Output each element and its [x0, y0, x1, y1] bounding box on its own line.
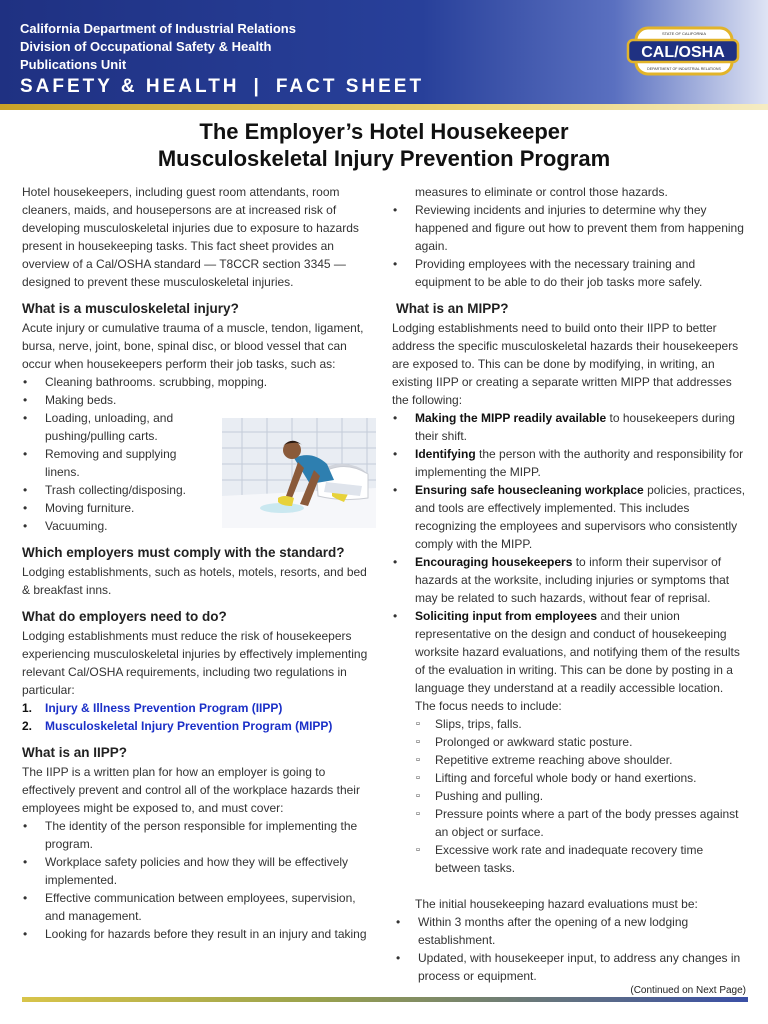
eval-intro: The initial housekeeping hazard evaluations must be: — [415, 897, 698, 911]
mipp-link[interactable]: Musculoskeletal Injury Prevention Program (MIPP) — [45, 719, 333, 733]
list-item — [392, 445, 748, 481]
org-line-3: Publications Unit — [20, 57, 127, 72]
mipp-item-text: to inform their supervisor of hazards at the worksite, including injuries or symptoms that may be related to such hazards, without fear of reprisal. — [415, 555, 730, 605]
iipp-list-continued — [392, 201, 748, 291]
left-column — [22, 183, 376, 943]
regulation-number: 1. — [22, 701, 33, 715]
focus-intro: The focus needs to include: — [415, 699, 562, 713]
employers-do-text: Lodging establishments must reduce the risk of housekeepers experiencing musculoskeletal injuries by effectively implementing relevant Cal/OSHA requirements, including two regulations in particular: — [22, 629, 368, 697]
list-item: • Removing and supplying linens. — [22, 445, 177, 481]
list-item: • Trash collecting/disposing. — [22, 481, 376, 499]
title-line-2: Musculoskeletal Injury Prevention Program — [157, 146, 611, 171]
list-item: ▫ Excessive work rate and inadequate recovery time between tasks. — [414, 841, 748, 877]
mipp-item-bold: Soliciting input from employees — [415, 609, 598, 623]
mipp-list — [392, 409, 748, 697]
intro-paragraph: Hotel housekeepers, including guest room attendants, room cleaners, maids, and housepersons are at increased risk of developing musculoskeletal injuries due to exposure to hazards present in housekeeping tasks. This fact sheet provides an overview of a Cal/OSHA standard — T8CCR section 3345 — designed to prevent these musculoskeletal injuries. — [22, 185, 359, 289]
list-item: • Effective communication between employees, supervision, and management. — [22, 889, 376, 925]
regulation-item[interactable] — [22, 699, 376, 717]
list-item — [392, 409, 748, 445]
cal-osha-logo — [622, 24, 744, 82]
footer-bar — [22, 997, 748, 1002]
mipp-item-bold: Encouraging housekeepers — [415, 555, 573, 569]
heading-what-is-mipp: What is an MIPP? — [396, 301, 509, 316]
page-title — [0, 118, 768, 172]
mipp-item-bold: Identifying — [415, 447, 476, 461]
msi-definition: Acute injury or cumulative trauma of a muscle, tendon, ligament, bursa, nerve, joint, bone, spinal disc, or blood vessel that can occur when housekeepers perform their job tasks, such as: — [22, 321, 364, 371]
mipp-text: Lodging establishments need to build onto their IIPP to better address the specific musculoskeletal hazards their housekeepers are exposed to. This can be done by modifying, in writing, an existing IIPP or creating a separate written MIPP that addresses the following: — [392, 321, 739, 407]
list-item: ▫ Prolonged or awkward static posture. — [414, 733, 748, 751]
list-item: ▫ Slips, trips, falls. — [414, 715, 748, 733]
which-employers-text: Lodging establishments, such as hotels, motels, resorts, and bed & breakfast inns. — [22, 565, 367, 597]
mipp-item-text: the person with the authority and responsibility for implementing the MIPP. — [415, 447, 744, 479]
list-item — [392, 481, 748, 553]
heading-which-employers: Which employers must comply with the standard? — [22, 545, 345, 560]
logo-text: CAL/OSHA — [641, 44, 725, 61]
label-separator: | — [253, 76, 262, 97]
org-line-1: California Department of Industrial Relations — [20, 21, 296, 36]
list-item: ▫ Lifting and forceful whole body or hand exertions. — [414, 769, 748, 787]
iipp-link[interactable]: Injury & Illness Prevention Program (IIPP) — [45, 701, 283, 715]
iipp-continued: measures to eliminate or control those hazards. — [415, 185, 668, 199]
list-item: • Providing employees with the necessary training and equipment to be able to do their job tasks more safely. — [392, 255, 748, 291]
logo-top-text: STATE OF CALIFORNIA — [661, 31, 707, 36]
list-item: • Reviewing incidents and injuries to determine why they happened and figure out how to prevent them from happening again. — [392, 201, 748, 255]
list-item: • Workplace safety policies and how they will be effectively implemented. — [22, 853, 376, 889]
mipp-item-bold: Ensuring safe housecleaning workplace — [415, 483, 644, 497]
heading-musculoskeletal-injury: What is a musculoskeletal injury? — [22, 301, 239, 316]
mipp-item-bold: Making the MIPP readily available — [415, 411, 607, 425]
title-line-1: The Employer’s Hotel Housekeeper — [199, 119, 569, 144]
mipp-item-text: policies, practices, and tools are effectively implemented. This includes recognizing the employees and supervisors who consistently comply with the MIPP. — [415, 483, 746, 551]
regulation-number: 2. — [22, 719, 33, 733]
iipp-text: The IIPP is a written plan for how an employer is going to effectively prevent and control all of the workplace hazards their employees might be exposed to, and must cover: — [22, 765, 360, 815]
org-line-2: Division of Occupational Safety & Health — [20, 39, 272, 54]
heading-what-is-iipp: What is an IIPP? — [22, 745, 128, 760]
logo-bottom-text: DEPARTMENT OF INDUSTRIAL RELATIONS — [647, 67, 721, 71]
housekeeper-illustration — [222, 418, 376, 528]
iipp-list — [22, 817, 376, 943]
list-item: • Vacuuming. — [22, 517, 376, 535]
list-item: • Cleaning bathrooms. scrubbing, mopping. — [22, 373, 376, 391]
regulation-list — [22, 699, 376, 735]
list-item: ▫ Pushing and pulling. — [414, 787, 748, 805]
label-fact-sheet: FACT SHEET — [275, 76, 425, 97]
list-item: • Within 3 months after the opening of a new lodging establishment. — [395, 913, 748, 949]
regulation-item[interactable] — [22, 717, 376, 735]
list-item: • Loading, unloading, and pushing/pulling carts. — [22, 409, 177, 445]
list-item: • Looking for hazards before they result in an injury and taking — [22, 925, 376, 943]
org-block — [20, 20, 296, 74]
eval-list — [392, 913, 748, 985]
list-item — [392, 553, 748, 607]
right-column — [392, 183, 748, 985]
heading-employers-do: What do employers need to do? — [22, 609, 227, 624]
focus-list — [392, 715, 748, 877]
mipp-item-text: and their union representative on the design and conduct of housekeeping worksite hazard evaluations, and notifying them of the results of the evaluation in writing. This can be done by posting in a language they understand at a readily accessible location. — [415, 609, 740, 695]
list-item — [392, 607, 748, 697]
mipp-item-text: to housekeepers during their shift. — [415, 411, 735, 443]
list-item: ▫ Pressure points where a part of the body presses against an object or surface. — [414, 805, 748, 841]
list-item: ▫ Repetitive extreme reaching above shoulder. — [414, 751, 748, 769]
label-safety-health: SAFETY & HEALTH — [20, 76, 240, 97]
list-item: • Making beds. — [22, 391, 376, 409]
list-item: • Updated, with housekeeper input, to address any changes in process or equipment. — [395, 949, 748, 985]
list-item: • The identity of the person responsible for implementing the program. — [22, 817, 376, 853]
fact-sheet-label — [20, 76, 424, 98]
continued-note: (Continued on Next Page) — [630, 985, 746, 996]
header-gold-stripe — [0, 104, 768, 110]
list-item: • Moving furniture. — [22, 499, 376, 517]
